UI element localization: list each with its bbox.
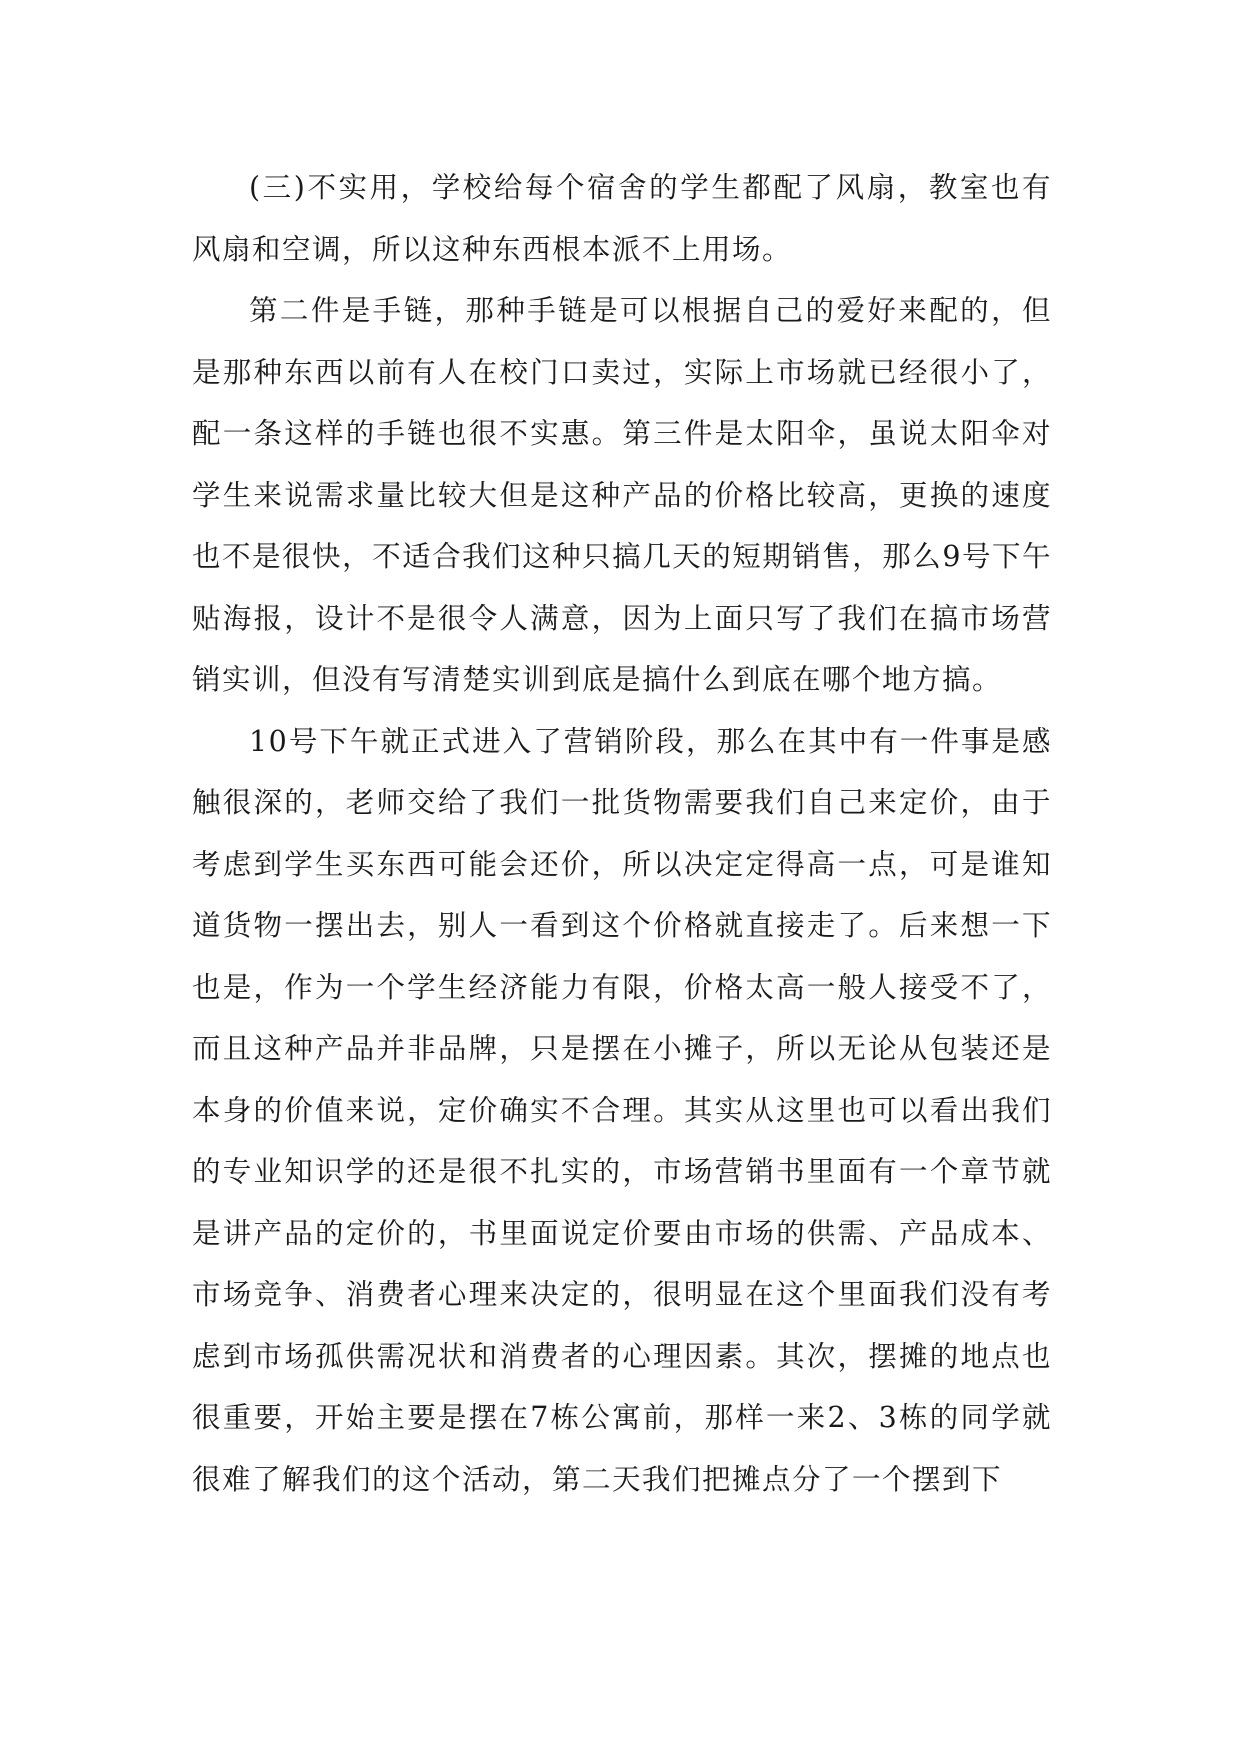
paragraph: 第二件是手链，那种手链是可以根据自己的爱好来配的，但是那种东西以前有人在校门口卖过，实际上市场就已经很小了，配一条这样的手链也很不实惠。第三件是太阳伞，虽说太阳伞对学生来说需求量比较大但是这种产品的价格比较高，更换的速度也不是很快，不适合我们这种只搞几天的短期销售，那么9号下午贴海报，设计不是很令人满意，因为上面只写了我们在搞市场营销实训，但没有写清楚实训到底是搞什么到底在哪个地方搞。 (192, 294, 1052, 696)
document-body (192, 157, 1052, 1510)
paragraph: (三)不实用，学校给每个宿舍的学生都配了风扇，教室也有风扇和空调，所以这种东西根本派不上用场。 (192, 171, 1052, 266)
paragraph: 10号下午就正式进入了营销阶段，那么在其中有一件事是感触很深的，老师交给了我们一批货物需要我们自己来定价，由于考虑到学生买东西可能会还价，所以决定定得高一点，可是谁知道货物一摆出去，别人一看到这个价格就直接走了。后来想一下也是，作为一个学生经济能力有限，价格太高一般人接受不了，而且这种产品并非品牌，只是摆在小摊子，所以无论从包装还是本身的价值来说，定价确实不合理。其实从这里也可以看出我们的专业知识学的还是很不扎实的，市场营销书里面有一个章节就是讲产品的定价的，书里面说定价要由市场的供需、产品成本、市场竞争、消费者心理来决定的，很明显在这个里面我们没有考虑到市场孤供需况状和消费者的心理因素。其次，摆摊的地点也很重要，开始主要是摆在7栋公寓前，那样一来2、3栋的同学就很难了解我们的这个活动，第二天我们把摊点分了一个摆到下 (192, 724, 1052, 1496)
